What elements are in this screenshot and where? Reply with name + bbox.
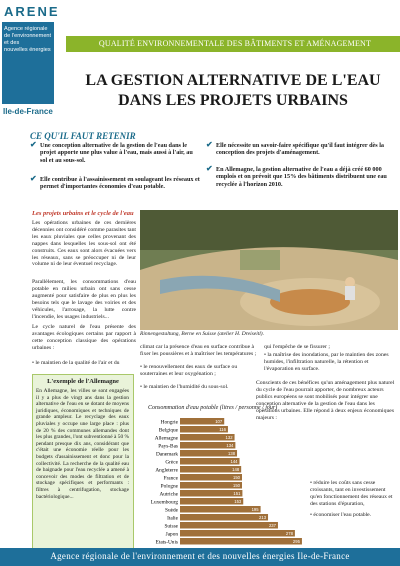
article-paragraph: Le cycle naturel de l'eau présente des avantages écologiques certains par rapport à cette conception classique des opérations urbaines : xyxy=(32,324,136,351)
article-text: Conscients de ces bénéfices qu'un aménagement plus naturel du cycle de l'eau pourrait apporter, de nombreux acteurs publics européens se sont mobilisés pour intégrer une conception alternative de la gestion de l'eau dans les opérations urbaines. Elle répond à deux enjeux économiques majeurs : xyxy=(256,380,395,421)
chart-category-label: Suède xyxy=(165,507,178,514)
article-text: climat car la présence d'eau en surface contribue à fixer les poussières et à maîtriser les températures ; xyxy=(140,344,257,357)
article-bullet: • le maintien de l'humidité du sous-sol. xyxy=(140,384,229,390)
logo-line: Agence régionale xyxy=(4,26,48,32)
chart-bar xyxy=(180,522,278,529)
chart-category-label: Suisse xyxy=(164,523,178,530)
logo-text xyxy=(4,26,52,54)
chart-value-label: 107 xyxy=(215,418,223,424)
chart-value-label: 148 xyxy=(232,466,240,472)
chart-category-label: Pays-Bas xyxy=(158,443,178,450)
chart-value-label: 150 xyxy=(233,482,240,488)
summary-heading: CE QU'IL FAUT RETENIR xyxy=(30,131,136,141)
brand-name: ARENE xyxy=(4,4,60,19)
chart-category-label: France xyxy=(163,475,178,482)
chart-category-label: Pologne xyxy=(160,483,178,490)
chart-value-label: 151 xyxy=(233,490,241,496)
footer-text: Agence régionale de l'environnement et des nouvelles énergies Ile-de-France xyxy=(50,551,350,561)
check-icon: ✔ xyxy=(30,140,37,149)
chart-bar xyxy=(180,514,268,521)
article-bullet: • réduire les coûts sans cesse croissants, tant en investissement qu'en fonctionnement des réseaux et des stations d'épuration, xyxy=(310,480,393,507)
article-heading: Les projets urbains et le cycle de l'eau xyxy=(32,210,134,217)
fountain-photo xyxy=(140,210,398,330)
chart-value-label: 153 xyxy=(234,498,242,504)
chart-bar xyxy=(180,530,295,537)
summary-bullet: ✔ Une conception alternative de la gestion de l'eau dans le projet apporte une plus value à l'eau, mais aussi à l'air, au sol et au sous-sol. xyxy=(30,140,193,164)
chart-value-label: 116 xyxy=(219,426,226,432)
chart-value-label: 134 xyxy=(226,442,234,448)
chart-value-label: 195 xyxy=(251,506,259,512)
chart-category-label: Hongrie xyxy=(160,419,178,426)
chart-category-label: Grèce xyxy=(165,459,178,466)
chart-category-label: Luxembourg xyxy=(150,499,178,506)
chart-category-label: Belgique xyxy=(158,427,178,434)
article-bullet: • la maîtrise des inondations, par le maintien des zones humides, l'infiltration naturelle, la rétention et l'évaporation en surface. xyxy=(264,352,389,372)
chart-title: Consommation d'eau potable (litres / personne / jour) xyxy=(148,405,278,411)
article-bullet: • le maintien de la qualité de l'air et du xyxy=(32,360,120,366)
chart-category-label: Danemark xyxy=(155,451,178,458)
chart-value-label: 144 xyxy=(230,458,238,464)
chart-value-label: 150 xyxy=(233,474,240,480)
chart-bar xyxy=(180,538,302,545)
chart-category-label: Allemagne xyxy=(154,435,178,442)
chart-category-label: Italie xyxy=(167,515,178,522)
page-title-line-2: DANS LES PROJETS URBAINS xyxy=(118,92,348,109)
chart-value-label: 278 xyxy=(285,530,293,536)
chart-category-label: Angleterre xyxy=(155,467,178,474)
article-text: qui l'empêche de se fissurer ; xyxy=(264,344,330,350)
region-name: Ile-de-France xyxy=(3,107,53,116)
topic-banner-text: QUALITÉ ENVIRONNEMENTALE DES BÂTIMENTS ET AMÉNAGEMENT xyxy=(98,39,372,48)
chart-category-label: Etats-Unis xyxy=(155,539,178,546)
logo-line: de l'environnement xyxy=(4,33,52,39)
example-text: En Allemagne, les villes se sont engagées il y a plus de vingt ans dans la gestion alternative de l'eau en se dotant de moyens juridiques, économiques et techniques de grande ampleur. Le recyclage des eaux pluviales y occupe une large place : plus de 20 % des communes allemandes dont les plus grandes, l'ont subventionné à 50 % pendant presque dix ans, considérant que c'était une économie réelle pour les budgets d'assainissement et donc pour la collectivité. La recherche de la qualité eau de baignade pour l'eau recyclée a amené à concevoir des modes de filtration et de stockage spécifiques et performants : filtres à centrifugation, stockage bactériologique... xyxy=(36,388,129,500)
photo-caption: Rinnengestaltung, Berne en Suisse (atelier H. Dreiseitl). xyxy=(140,331,264,337)
summary-bullet: ✔ Elle nécessite un savoir-faire spécifique qu'il faut intégrer dès la conception des projets d'aménagement. xyxy=(206,140,385,157)
chart-bar xyxy=(180,506,261,513)
example-title: L'exemple de l'Allemagne xyxy=(47,378,119,385)
consumption-bar-chart xyxy=(140,416,308,548)
chart-value-label: 132 xyxy=(225,434,233,440)
article-paragraph: Les opérations urbaines de ces dernières décennies ont considéré comme parasites tant les eaux pluviales que celles provenant des nappes dans lesquelles les sous-sol ont été construits. Ces eaux sont alors évacuées vers les réseaux, sans se préoccuper ni de leur volume ni de leur éventuel recyclage. xyxy=(32,220,136,268)
article-bullet: • le renouvellement des eaux de surface ou souterraines et leur oxygénation ; xyxy=(140,364,238,377)
chart-value-label: 295 xyxy=(292,538,300,544)
check-icon: ✔ xyxy=(30,174,37,183)
check-icon: ✔ xyxy=(206,164,213,173)
summary-bullet: ✔ En Allemagne, la gestion alternative de l'eau a déjà créé 60 000 emplois et on prévoit que 15% des bâtiments distribuent une eau recyclée à l'horizon 2010. xyxy=(206,164,387,188)
logo-line: et des xyxy=(4,40,20,46)
chart-value-label: 138 xyxy=(228,450,236,456)
article-bullet: • économiser l'eau potable. xyxy=(310,512,372,518)
logo-line: nouvelles énergies xyxy=(4,47,51,53)
page-title-line-1: LA GESTION ALTERNATIVE DE L'EAU xyxy=(85,72,381,89)
chart-value-label: 213 xyxy=(259,514,267,520)
article-paragraph: Parallèlement, les consommations d'eau potable en milieu urbain ont sans cesse augmenté pour satisfaire de plus en plus les besoins tels que le lavage des voiries et des véhicules, l'arrosage, la lutte contre l'incendie, les usages industriels... xyxy=(32,279,136,320)
summary-bullet: ✔ Elle contribue à l'assainissement en soulageant les réseaux et permet d'importantes économies d'eau potable. xyxy=(30,174,200,191)
check-icon: ✔ xyxy=(206,140,213,149)
chart-category-label: Autriche xyxy=(159,491,178,498)
chart-category-label: Japon xyxy=(165,531,178,538)
chart-value-label: 237 xyxy=(268,522,276,528)
